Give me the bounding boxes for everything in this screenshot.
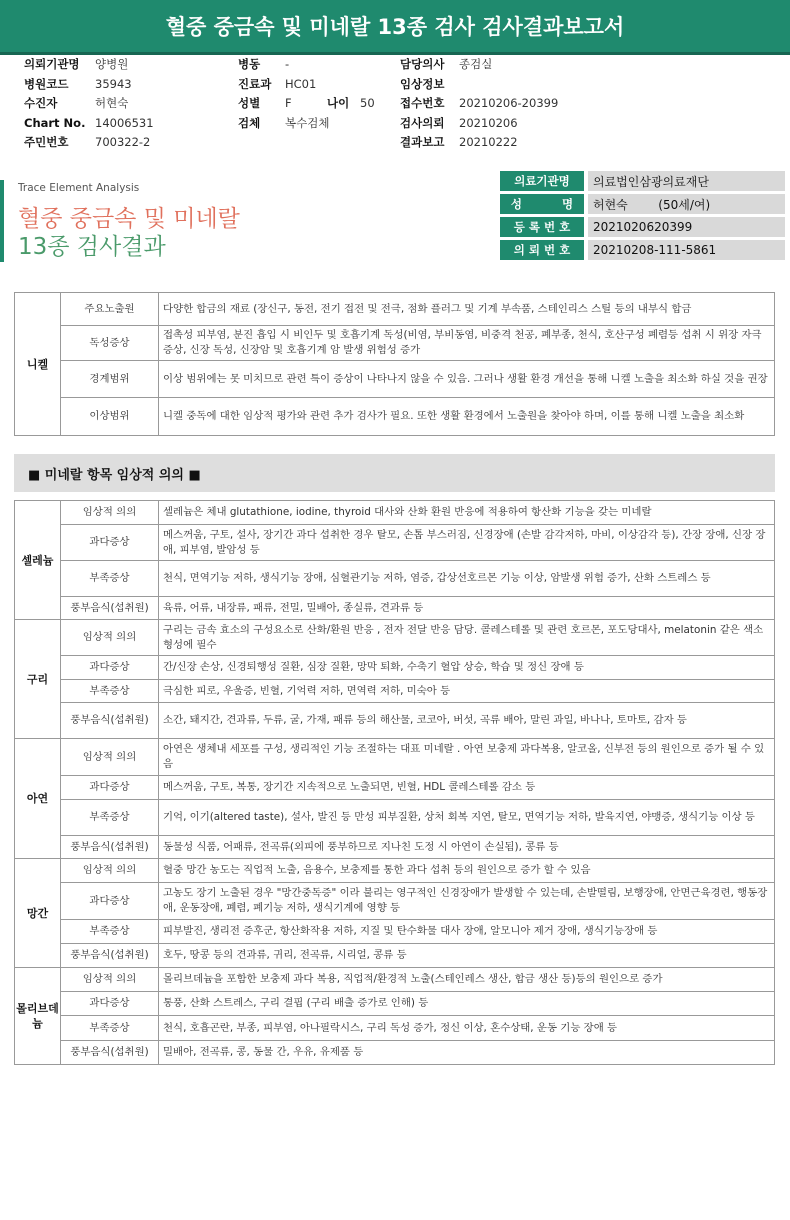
label-specimen: 검체 xyxy=(238,115,261,130)
patient-row xyxy=(500,240,785,260)
value-chart-no: 14006531 xyxy=(95,115,154,130)
row-label: 경계범위 xyxy=(61,361,159,398)
mineral-section-header: ■ 미네랄 항목 임상적 의의 ■ xyxy=(14,454,775,492)
row-text: 혈중 망간 농도는 직업적 노출, 음용수, 보충제를 통한 과다 섭취 등의 원인으로 증가 할 수 있음 xyxy=(159,859,775,883)
table-row xyxy=(15,968,775,992)
row-label: 부족증상 xyxy=(61,920,159,944)
table-row xyxy=(15,361,775,398)
row-label: 풍부음식(섭취원) xyxy=(61,944,159,968)
row-text: 니켈 중독에 대한 임상적 평가와 관련 추가 검사가 필요. 또한 생활 환경에서 노출원을 찾아야 하며, 이를 통해 니켈 노출을 최소화 xyxy=(159,398,775,436)
label-request-date: 검사의뢰 xyxy=(400,115,445,130)
table-row xyxy=(15,776,775,800)
patient-info-box xyxy=(500,171,785,263)
row-text: 통풍, 산화 스트레스, 구리 결핍 (구리 배출 증가로 인해) 등 xyxy=(159,992,775,1016)
nickel-table xyxy=(14,292,775,436)
label-clinical-info: 임상정보 xyxy=(400,76,445,91)
row-text: 간/신장 손상, 신경퇴행성 질환, 심장 질환, 망막 퇴화, 수축기 혈압 상승, 학습 및 정신 장애 등 xyxy=(159,656,775,680)
patient-label: 의료기관명 xyxy=(500,171,584,191)
patient-value: 허현숙 (50세/여) xyxy=(588,194,785,214)
table-row xyxy=(15,703,775,739)
report-title: 혈중 중금속 및 미네랄 13종 검사 검사결과보고서 xyxy=(0,0,790,55)
row-text: 셀레늄은 체내 glutathione, iodine, thyroid 대사와 산화 환원 반응에 적용하여 항산화 기능을 갖는 미네랄 xyxy=(159,501,775,525)
row-text: 고농도 장기 노출된 경우 "망간중독증" 이라 불리는 영구적인 신경장애가 발생할 수 있는데, 손발떨림, 보행장애, 안면근육경련, 행동장애, 운동장애, 폐렴, 폐기능 저하, 생식기계에 영향 등 xyxy=(159,883,775,920)
row-text: 기억, 이기(altered taste), 설사, 발진 등 만성 피부질환, 상처 회복 지연, 탈모, 면역기능 저하, 발육지연, 야맹증, 생식기능 이상 등 xyxy=(159,800,775,836)
value-doctor: 종검실 xyxy=(459,57,493,71)
row-label: 풍부음식(섭취원) xyxy=(61,836,159,859)
label-department: 진료과 xyxy=(238,76,272,91)
row-label: 풍부음식(섭취원) xyxy=(61,597,159,620)
table-row xyxy=(15,992,775,1016)
element-name-zinc: 아연 xyxy=(15,739,61,859)
table-row xyxy=(15,656,775,680)
label-doctor: 담당의사 xyxy=(400,57,445,71)
row-label: 임상적 의의 xyxy=(61,859,159,883)
table-row xyxy=(15,944,775,968)
row-text: 피부발진, 생리전 증후군, 항산화작용 저하, 지질 및 탄수화물 대사 장애, 알모니아 제거 장애, 생식기능장애 등 xyxy=(159,920,775,944)
row-text: 메스꺼움, 구토, 복통, 장기간 지속적으로 노출되면, 빈혈, HDL 콜레스테롤 감소 등 xyxy=(159,776,775,800)
row-text: 구리는 금속 효소의 구성요소로 산화/환원 반응 , 전자 전달 반응 담당. 콜레스테롤 및 관련 호르몬, 포도당대사, melatonin 같은 색소 형성에 필수 xyxy=(159,620,775,656)
row-label: 이상범위 xyxy=(61,398,159,436)
mineral-table xyxy=(14,500,775,1065)
element-name-nickel: 니켈 xyxy=(15,293,61,436)
table-row xyxy=(15,525,775,561)
header-col1 xyxy=(24,55,154,153)
row-text: 밀배아, 전곡류, 콩, 동물 간, 우유, 유제품 등 xyxy=(159,1041,775,1065)
accent-bar xyxy=(0,180,4,262)
table-row xyxy=(15,836,775,859)
patient-row xyxy=(500,217,785,237)
value-institution: 양병원 xyxy=(95,57,129,71)
value-ward: - xyxy=(285,57,290,71)
label-patient: 수진자 xyxy=(24,96,58,110)
row-text: 다양한 합금의 재료 (장신구, 동전, 전기 접전 및 전극, 점화 플러그 및 기계 부속품, 스테인리스 스틸 등의 내부식 합금 xyxy=(159,293,775,326)
table-row xyxy=(15,739,775,776)
value-age: 50 xyxy=(360,96,375,110)
element-name-manganese: 망간 xyxy=(15,859,61,968)
row-label: 과다증상 xyxy=(61,776,159,800)
table-row xyxy=(15,620,775,656)
value-patient: 허현숙 xyxy=(95,96,129,110)
value-report-date: 20210222 xyxy=(459,135,518,149)
row-label: 임상적 의의 xyxy=(61,620,159,656)
row-text: 아연은 생체내 세포를 구성, 생리적인 기능 조절하는 대표 미네랄 . 아연 보충제 과다복용, 알코올, 신부전 등의 원인으로 증가 될 수 있음 xyxy=(159,739,775,776)
value-receipt-no: 20210206-20399 xyxy=(459,96,559,110)
row-label: 풍부음식(섭취원) xyxy=(61,1041,159,1065)
table-row xyxy=(15,800,775,836)
patient-label: 성 명 xyxy=(500,194,584,214)
label-hospital-code: 병원코드 xyxy=(24,76,69,91)
row-label: 과다증상 xyxy=(61,992,159,1016)
row-text: 소간, 돼지간, 견과류, 두류, 굴, 가재, 패류 등의 해산물, 코코아, 버섯, 곡류 배아, 말린 과일, 바나나, 토마토, 감자 등 xyxy=(159,703,775,739)
patient-label: 의 뢰 번 호 xyxy=(500,240,584,260)
row-label: 임상적 의의 xyxy=(61,739,159,776)
table-row xyxy=(15,859,775,883)
table-row xyxy=(15,501,775,525)
patient-value: 20210208-111-5861 xyxy=(588,240,785,260)
row-text: 호두, 땅콩 등의 견과류, 귀리, 전곡류, 시리얼, 콩류 등 xyxy=(159,944,775,968)
value-request-date: 20210206 xyxy=(459,115,518,130)
row-text: 동물성 식품, 어패류, 전곡류(외피에 풍부하므로 지나친 도정 시 아연이 손실됨), 콩류 등 xyxy=(159,836,775,859)
value-hospital-code: 35943 xyxy=(95,76,132,91)
header-col2 xyxy=(238,55,375,133)
patient-row xyxy=(500,194,785,214)
label-ward: 병동 xyxy=(238,57,261,71)
table-row xyxy=(15,398,775,436)
row-label: 과다증상 xyxy=(61,656,159,680)
row-label: 임상적 의의 xyxy=(61,968,159,992)
header-col3 xyxy=(400,55,558,153)
label-receipt-no: 접수번호 xyxy=(400,96,445,110)
row-label: 풍부음식(섭취원) xyxy=(61,703,159,739)
row-text: 메스꺼움, 구토, 설사, 장기간 과다 섭취한 경우 탈모, 손톱 부스러짐, 신경장애 (손발 감각저하, 마비, 이상감각 등), 간장 장애, 신장 장애, 피부염, 발암성 등 xyxy=(159,525,775,561)
table-row xyxy=(15,326,775,361)
row-label: 과다증상 xyxy=(61,883,159,920)
label-institution: 의뢰기관명 xyxy=(24,57,80,71)
row-label: 부족증상 xyxy=(61,561,159,597)
row-text: 천식, 호흡곤란, 부종, 피부염, 아나필락시스, 구리 독성 증가, 정신 이상, 혼수상태, 운동 기능 장애 등 xyxy=(159,1016,775,1041)
table-row xyxy=(15,1041,775,1065)
row-text: 몰리브데늄을 포함한 보충제 과다 복용, 직업적/환경적 노출(스테인레스 생산, 합금 생산 등)등의 원인으로 증가 xyxy=(159,968,775,992)
label-chart-no: Chart No. xyxy=(24,115,86,130)
row-text: 접촉성 피부염, 분진 흡입 시 비인두 및 호흡기계 독성(비염, 부비동염, 비중격 천공, 폐부종, 천식, 호산구성 폐렴등 섭취 시 위장 자극 증상, 신장 독성, 신장암 및 호흡기계 암 발생 위험성 증가 xyxy=(159,326,775,361)
table-row xyxy=(15,561,775,597)
element-name-copper: 구리 xyxy=(15,620,61,739)
value-resident-no: 700322-2 xyxy=(95,135,151,149)
table-row xyxy=(15,883,775,920)
row-label: 부족증상 xyxy=(61,800,159,836)
row-label: 과다증상 xyxy=(61,525,159,561)
label-resident-no: 주민번호 xyxy=(24,135,69,149)
table-row xyxy=(15,293,775,326)
patient-value: 2021020620399 xyxy=(588,217,785,237)
patient-label: 등 록 번 호 xyxy=(500,217,584,237)
row-label: 부족증상 xyxy=(61,680,159,703)
element-name-molybdenum: 몰리브데늄 xyxy=(15,968,61,1065)
table-row xyxy=(15,597,775,620)
row-text: 이상 범위에는 못 미치므로 관련 특이 증상이 나타나지 않을 수 있음. 그러나 생활 환경 개선을 통해 니켈 노출을 최소화 하실 것을 권장 xyxy=(159,361,775,398)
value-specimen: 복수검체 xyxy=(285,115,330,130)
row-label: 주요노출원 xyxy=(61,293,159,326)
label-report-date: 결과보고 xyxy=(400,135,445,149)
table-row xyxy=(15,920,775,944)
row-text: 천식, 면역기능 저하, 생식기능 장애, 심혈관기능 저하, 염증, 갑상선호르몬 기능 이상, 암발생 위험 증가, 산화 스트레스 등 xyxy=(159,561,775,597)
row-label: 독성증상 xyxy=(61,326,159,361)
patient-value: 의료법인삼광의료재단 xyxy=(588,171,785,191)
trace-element-label: Trace Element Analysis xyxy=(18,182,140,194)
element-name-selenium: 셀레늄 xyxy=(15,501,61,620)
table-row xyxy=(15,1016,775,1041)
label-age: 나이 xyxy=(327,96,350,110)
table-row xyxy=(15,680,775,703)
value-sex: F xyxy=(285,96,292,110)
patient-row xyxy=(500,171,785,191)
row-label: 임상적 의의 xyxy=(61,501,159,525)
label-sex: 성별 xyxy=(238,96,261,110)
section-title-line1: 혈중 중금속 및 미네랄 xyxy=(18,206,240,232)
row-label: 부족증상 xyxy=(61,1016,159,1041)
value-department: HC01 xyxy=(285,76,317,91)
row-text: 육류, 어류, 내장류, 패류, 전밀, 밀배아, 종실류, 견과류 등 xyxy=(159,597,775,620)
row-text: 극심한 피로, 우울증, 빈혈, 기억력 저하, 면역력 저하, 미숙아 등 xyxy=(159,680,775,703)
section-title-line2: 13종 검사결과 xyxy=(18,234,166,260)
